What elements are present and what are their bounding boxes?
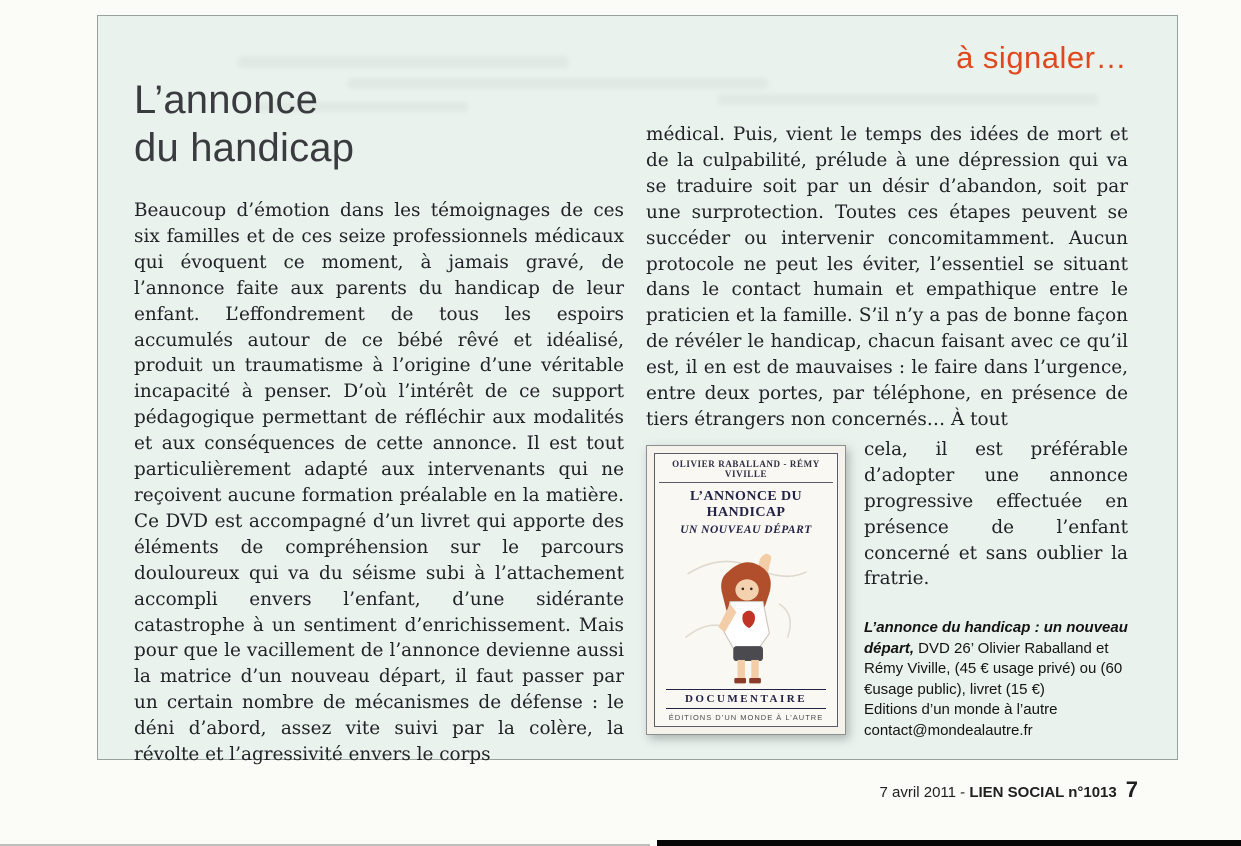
dvd-cover-authors: OLIVIER RABALLAND - RÉMY VIVILLE: [659, 459, 833, 483]
page-footer: [880, 777, 1138, 803]
article-column-right: [646, 122, 1128, 741]
dvd-cover-title: L’ANNONCE DU HANDICAP: [689, 488, 802, 520]
article-text-col2-part1: médical. Puis, vient le temps des idées de mort et de la culpabilité, prélude à une dépression qui va se traduire soit par un désir d’abandon, soit par une surprotection. Toutes ces étapes peuvent se succéder ou intervenir concomitamment. Aucun protocole ne peut les éviter, l’essentiel se situant dans le contact humain et empathique entre le praticien et la famille. S’il n’y a pas de bonne façon de révéler le handicap, chacun faisant avec ce qu’il est, il en est de mauvaises : le faire dans l’urgence, entre deux portes, par téléphone, en présence de tiers étrangers non concernés… À tout: [646, 124, 1128, 430]
ink-bleed-artifact: [238, 56, 568, 68]
article-text-col2-part2: cela, il est préférable d’adopter une annonce progressive effectuée en présence de l’enfant concerné et sans oublier la fratrie.: [864, 438, 1128, 590]
magazine-page: [97, 15, 1178, 766]
article-title: [134, 76, 354, 172]
dvd-cover-subtitle: UN NOUVEAU DÉPART: [680, 523, 812, 536]
caption-details: DVD 26’ Olivier Raballand et Rémy Viville, (45 € usage privé) ou (60 €usage public), livret (15 €): [864, 639, 1123, 698]
dvd-cover-illustration: [676, 540, 816, 689]
dvd-caption: [864, 618, 1128, 741]
article-title-line2: du handicap: [134, 126, 355, 170]
ink-bleed-artifact: [348, 78, 768, 89]
dvd-cover-publisher: ÉDITIONS D’UN MONDE À L’AUTRE: [668, 712, 824, 722]
article-title-line1: L’annonce: [134, 78, 319, 122]
scan-edge-artifact-right: [657, 840, 1241, 846]
caption-contact-email: contact@mondealautre.fr: [864, 721, 1033, 739]
caption-title: L’annonce du handicap : un nouveau départ,: [864, 619, 1128, 657]
media-block: [646, 437, 1128, 741]
article-text-col1: Beaucoup d’émotion dans les témoignages de ces six familles et de ces seize professionnels médicaux qui évoquent ce moment, à jamais gravé, de l’annonce faite aux parents du handicap de leur enfant. L’effondrement de tous les espoirs accumulés autour de ce bébé rêvé et idéalisé, produit un traumatisme à l’origine d’une véritable incapacité à penser. D’où l’intérêt de ce support pédagogique permettant de réfléchir aux modalités et aux conséquences de cette annonce. Il est tout particulièrement adapté aux intervenants qui ne reçoivent aucune formation préalable en la matière. Ce DVD est accompagné d’un livret qui apporte des éléments de compréhension sur le parcours douloureux qui va du séisme subi à l’attachement accompli envers l’enfant, d’une sidérante catastrophe à un sentiment d’enrichissement. Mais pour que le vacillement de l’annonce devienne aussi la matrice d’un nouveau départ, il faut passer par un certain nombre de mécanismes de défense : le déni d’abord, assez vite suivi par la colère, la révolte et l’agressivité envers le corps: [134, 200, 624, 766]
dvd-cover: [646, 445, 846, 735]
section-label: à signaler…: [956, 40, 1127, 75]
footer-date: 7 avril 2011 -: [879, 784, 970, 801]
article-column-left: [134, 198, 624, 768]
caption-publisher: Editions d’un monde à l’autre: [864, 701, 1058, 719]
ink-bleed-artifact: [718, 94, 1098, 105]
footer-page-number: 7: [1125, 777, 1138, 802]
dvd-cover-genre: DOCUMENTAIRE: [666, 689, 826, 709]
dvd-cover-frame: [654, 453, 838, 727]
footer-issue: LIEN SOCIAL n°1013: [969, 784, 1117, 801]
